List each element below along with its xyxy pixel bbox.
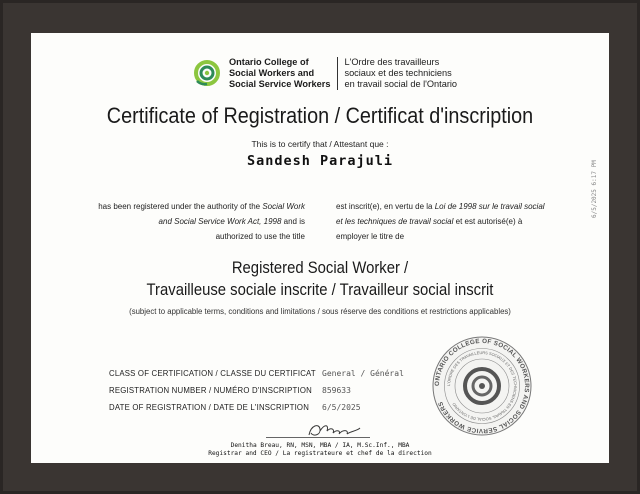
- certificate-title: Certificate of Registration / Certificat d'inscription: [106, 103, 534, 128]
- org-en-line: Ontario College of: [229, 56, 309, 67]
- authority-en-line1: [83, 199, 305, 214]
- authority-fr-act: Loi de 1998 sur le travail social: [434, 202, 545, 211]
- authority-en-act-cont: and Social Service Work Act, 1998: [158, 217, 282, 226]
- date-label: DATE OF REGISTRATION / DATE DE L'INSCRIPTION: [109, 403, 310, 412]
- header-logo-row: [193, 51, 457, 95]
- registrant-name: Sandesh Parajuli: [246, 153, 394, 169]
- authority-fr-line1: [336, 199, 566, 214]
- signatory-title: Registrar and CEO / La registrateure et chef de la direction: [208, 450, 432, 457]
- registered-title-en: Registered Social Worker /: [231, 259, 409, 277]
- class-label: CLASS OF CERTIFICATION / CLASSE DU CERTIFICAT: [109, 369, 316, 378]
- details-values: [322, 365, 404, 416]
- ocsw-logo-icon: [193, 59, 221, 87]
- subject-conditions: (subject to applicable terms, conditions and limitations / sous réserve des conditions et restrictions applicables): [129, 307, 511, 316]
- org-fr-line: sociaux et des techniciens: [344, 67, 452, 78]
- regno-label: REGISTRATION NUMBER / NUMÉRO D'INSCRIPTION: [109, 386, 312, 395]
- authority-fr-line2: [336, 214, 566, 229]
- certificate-paper: [31, 33, 609, 463]
- authority-en-prefix: has been registered under the authority of the: [98, 202, 263, 211]
- org-en-line: Social Service Workers: [229, 78, 331, 89]
- org-fr-line: en travail social de l'Ontario: [344, 78, 458, 89]
- date-value: 6/5/2025: [322, 403, 361, 412]
- org-en-line: Social Workers and: [229, 67, 315, 78]
- authority-en-line3: authorized to use the title: [215, 232, 305, 241]
- authority-fr-line3: employer le titre de: [336, 232, 405, 241]
- regno-value: 859633: [322, 386, 351, 395]
- seal-inner-text: L'ORDRE DES TRAVAILLEURS SOCIAUX ET DES TECHNICIENS EN TRAVAIL SOCIAL DE L'ONTARIO: [445, 349, 519, 423]
- certify-text: This is to certify that / Attestant que :: [251, 139, 389, 149]
- authority-en-act: Social Work: [262, 202, 305, 211]
- org-name-english: [229, 57, 338, 90]
- authority-fr-suffix: et est autorisé(e) à: [453, 217, 523, 226]
- signature-line: [266, 437, 370, 438]
- org-fr-line: L'Ordre des travailleurs: [344, 56, 440, 67]
- registered-title: [60, 257, 580, 301]
- signatory-block: [31, 442, 609, 458]
- details-labels: [109, 365, 316, 416]
- registered-title-fr: Travailleuse sociale inscrite / Travailleur social inscrit: [146, 281, 494, 299]
- seal-outer-text: ONTARIO COLLEGE OF SOCIAL WORKERS AND SOCIAL SERVICE WORKERS: [433, 337, 531, 435]
- authority-french: [336, 199, 566, 244]
- authority-fr-prefix: est inscrit(e), en vertu de la: [336, 202, 435, 211]
- college-seal-icon: [431, 335, 533, 437]
- authority-english: [83, 199, 305, 244]
- print-timestamp: 6/5/2025 6:17 PM: [591, 160, 598, 218]
- authority-fr-act-cont: et les techniques de travail social: [336, 217, 454, 226]
- org-name-french: [338, 57, 457, 90]
- signatory-name: Denitha Breau, RN, MSN, MBA / IA, M.Sc.Inf., MBA: [230, 442, 410, 449]
- authority-en-suffix: and is: [281, 217, 305, 226]
- authority-en-line2: [83, 214, 305, 229]
- class-value: General / Général: [322, 369, 404, 378]
